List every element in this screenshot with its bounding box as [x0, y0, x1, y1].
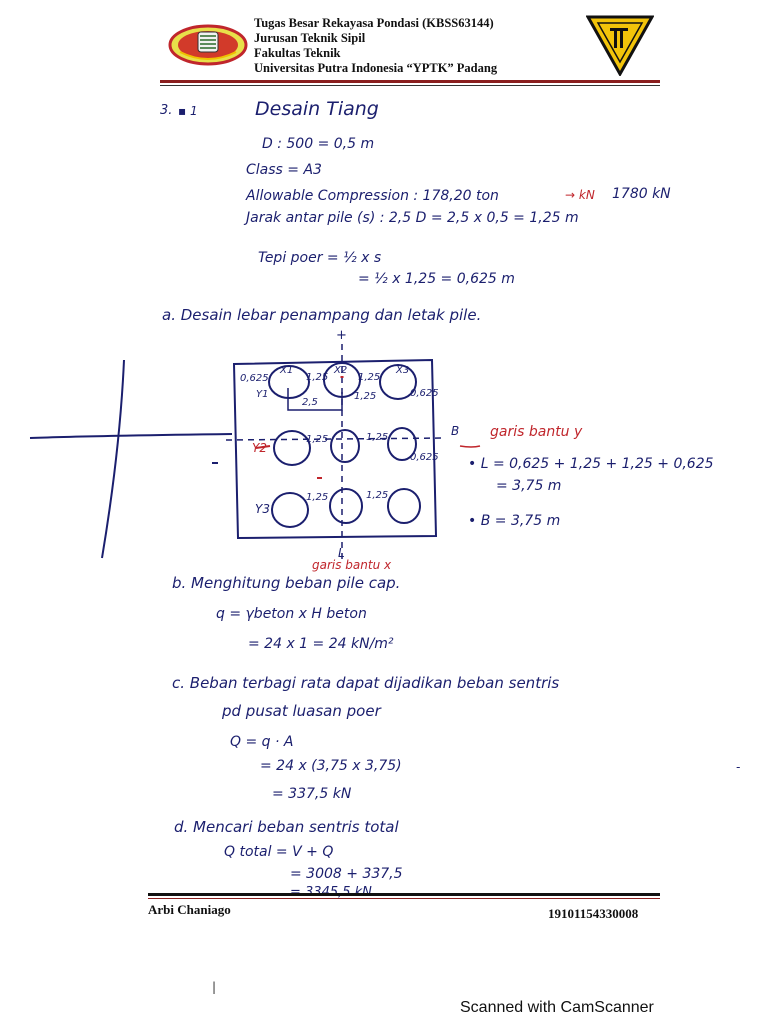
- section-title: Desain Tiang: [255, 98, 379, 120]
- note-garis-bantu-x: garis bantu x: [312, 558, 392, 572]
- correction-mark: → kN: [565, 188, 595, 202]
- stray-tick-1: |: [212, 980, 217, 994]
- header-rule-thin: [160, 85, 660, 86]
- struck-out-mark: ▪ 1: [178, 104, 198, 118]
- label-x1: X1: [280, 365, 294, 376]
- section-number: 3.: [160, 103, 173, 118]
- marker-l: L: [338, 546, 345, 560]
- label-y3: Y3: [255, 502, 270, 516]
- part-b-heading: b. Menghitung beban pile cap.: [172, 574, 401, 592]
- dim-row2-a: 1,25: [306, 434, 329, 445]
- yptk-triangle-logo: [586, 14, 654, 76]
- header-block: [254, 16, 594, 76]
- scanner-watermark: Scanned with CamScanner: [460, 999, 654, 1016]
- part-c-heading: c. Beban terbagi rata dapat dijadikan beban sentris: [172, 674, 560, 692]
- part-a-heading: a. Desain lebar penampang dan letak pile.: [162, 306, 482, 324]
- given-edge-1: Tepi poer = ½ x s: [258, 250, 382, 266]
- dim-row1-a: 1,25: [306, 372, 329, 383]
- part-b-line-2: = 24 x 1 = 24 kN/m²: [248, 636, 394, 652]
- part-d-line-2: = 3008 + 337,5: [290, 866, 403, 882]
- part-c-heading-2: pd pusat luasan poer: [222, 702, 381, 720]
- footer-rule-thin: [148, 898, 660, 899]
- label-y2: Y2: [252, 441, 267, 455]
- dim-edge-left-1: 0,625: [240, 373, 269, 384]
- calc-width: • B = 3,75 m: [468, 513, 561, 529]
- university-crest-logo: [168, 22, 248, 68]
- part-c-line-2: = 24 x (3,75 x 3,75): [260, 758, 402, 774]
- given-pile-spacing: Jarak antar pile (s) : 2,5 D = 2,5 x 0,5 = 1,25 m: [246, 210, 579, 226]
- axis-plus-top: +: [336, 328, 347, 343]
- header-line-4: Universitas Putra Indonesia “YPTK” Padang: [254, 61, 498, 75]
- footer-rule: [148, 893, 660, 896]
- dim-edge-right-2: 0,625: [410, 452, 439, 463]
- given-allowable-note: 1780 kN: [612, 186, 671, 202]
- part-c-line-1: Q = q · A: [230, 734, 294, 750]
- label-x2: X2: [334, 365, 348, 376]
- part-d-line-1: Q total = V + Q: [224, 844, 334, 860]
- label-y1: Y1: [256, 389, 269, 400]
- part-d-heading: d. Mencari beban sentris total: [174, 818, 399, 836]
- note-garis-bantu-y: garis bantu y: [490, 424, 583, 440]
- header-rule: [160, 80, 660, 83]
- dim-2-5: 2,5: [302, 397, 318, 408]
- stray-dash: -: [736, 760, 741, 774]
- header-line-3: Fakultas Teknik: [254, 46, 341, 60]
- given-diameter: D : 500 = 0,5 m: [262, 136, 375, 152]
- dim-edge-right-1: 0,625: [410, 388, 439, 399]
- given-edge-2: = ½ x 1,25 = 0,625 m: [358, 271, 515, 287]
- dim-row3-a: 1,25: [306, 492, 329, 503]
- pile-cap-diagram: [0, 330, 768, 570]
- header-line-1: Tugas Besar Rekayasa Pondasi (KBSS63144): [254, 16, 494, 30]
- dim-row2-b: 1,25: [366, 432, 389, 443]
- part-b-line-1: q = γbeton x H beton: [216, 606, 367, 622]
- given-allowable: Allowable Compression : 178,20 ton: [246, 188, 499, 204]
- dim-row3-b: 1,25: [366, 490, 389, 501]
- calc-length-2: = 3,75 m: [496, 478, 562, 494]
- dim-row1-c: 1,25: [354, 391, 377, 402]
- label-x3: X3: [396, 365, 410, 376]
- footer-student-id: 19101154330008: [548, 906, 639, 921]
- marker-b: B: [451, 424, 460, 438]
- part-c-line-3: = 337,5 kN: [272, 786, 352, 802]
- given-class: Class = A3: [246, 162, 322, 178]
- dim-row1-b: 1,25: [358, 372, 381, 383]
- header-line-2: Jurusan Teknik Sipil: [254, 31, 366, 45]
- footer-author: Arbi Chaniago: [148, 902, 231, 917]
- calc-length-1: • L = 0,625 + 1,25 + 1,25 + 0,625: [468, 456, 714, 472]
